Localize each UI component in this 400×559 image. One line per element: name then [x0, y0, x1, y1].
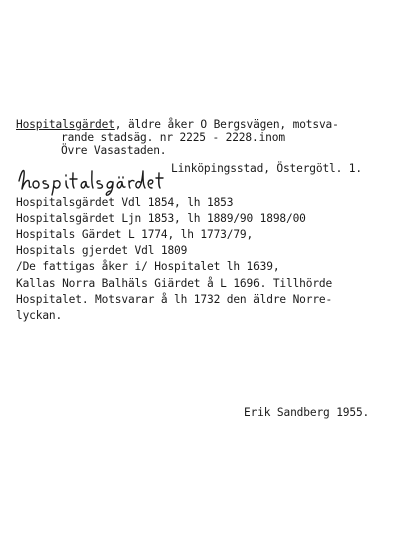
description-line: Hospitalet. Motsvarar å lh 1732 den äldre Norre- [16, 293, 333, 306]
description-line: Kallas Norra Balhäls Giärdet å L 1696. Tillhörde [16, 277, 333, 290]
handwritten-annotation [16, 163, 176, 197]
entry-line: Hospitalsgärdet Vdl 1854, lh 1853 [16, 196, 234, 209]
header-line-2: rande stadsäg. nr 2225 - 2228.inom [61, 131, 285, 144]
header-line-1 [16, 118, 339, 132]
header-line-3: Övre Vasastaden. [61, 144, 167, 157]
entry-line: Hospitalsgärdet Ljn 1853, lh 1889/90 1898/00 [16, 212, 306, 225]
location-line: Linköpingsstad, Östergötl. 1. [171, 162, 362, 175]
entry-line: /De fattigas åker i/ Hospitalet lh 1639, [16, 260, 280, 273]
entry-line: Hospitals Gärdet L 1774, lh 1773/79, [16, 228, 254, 241]
signature: Erik Sandberg 1955. [244, 406, 370, 419]
entry-line: Hospitals gjerdet Vdl 1809 [16, 244, 188, 257]
description-line: lyckan. [16, 309, 63, 322]
header-rest: , äldre åker O Bergsvägen, motsva- [114, 118, 339, 131]
headword: Hospitalsgärdet [16, 118, 115, 131]
